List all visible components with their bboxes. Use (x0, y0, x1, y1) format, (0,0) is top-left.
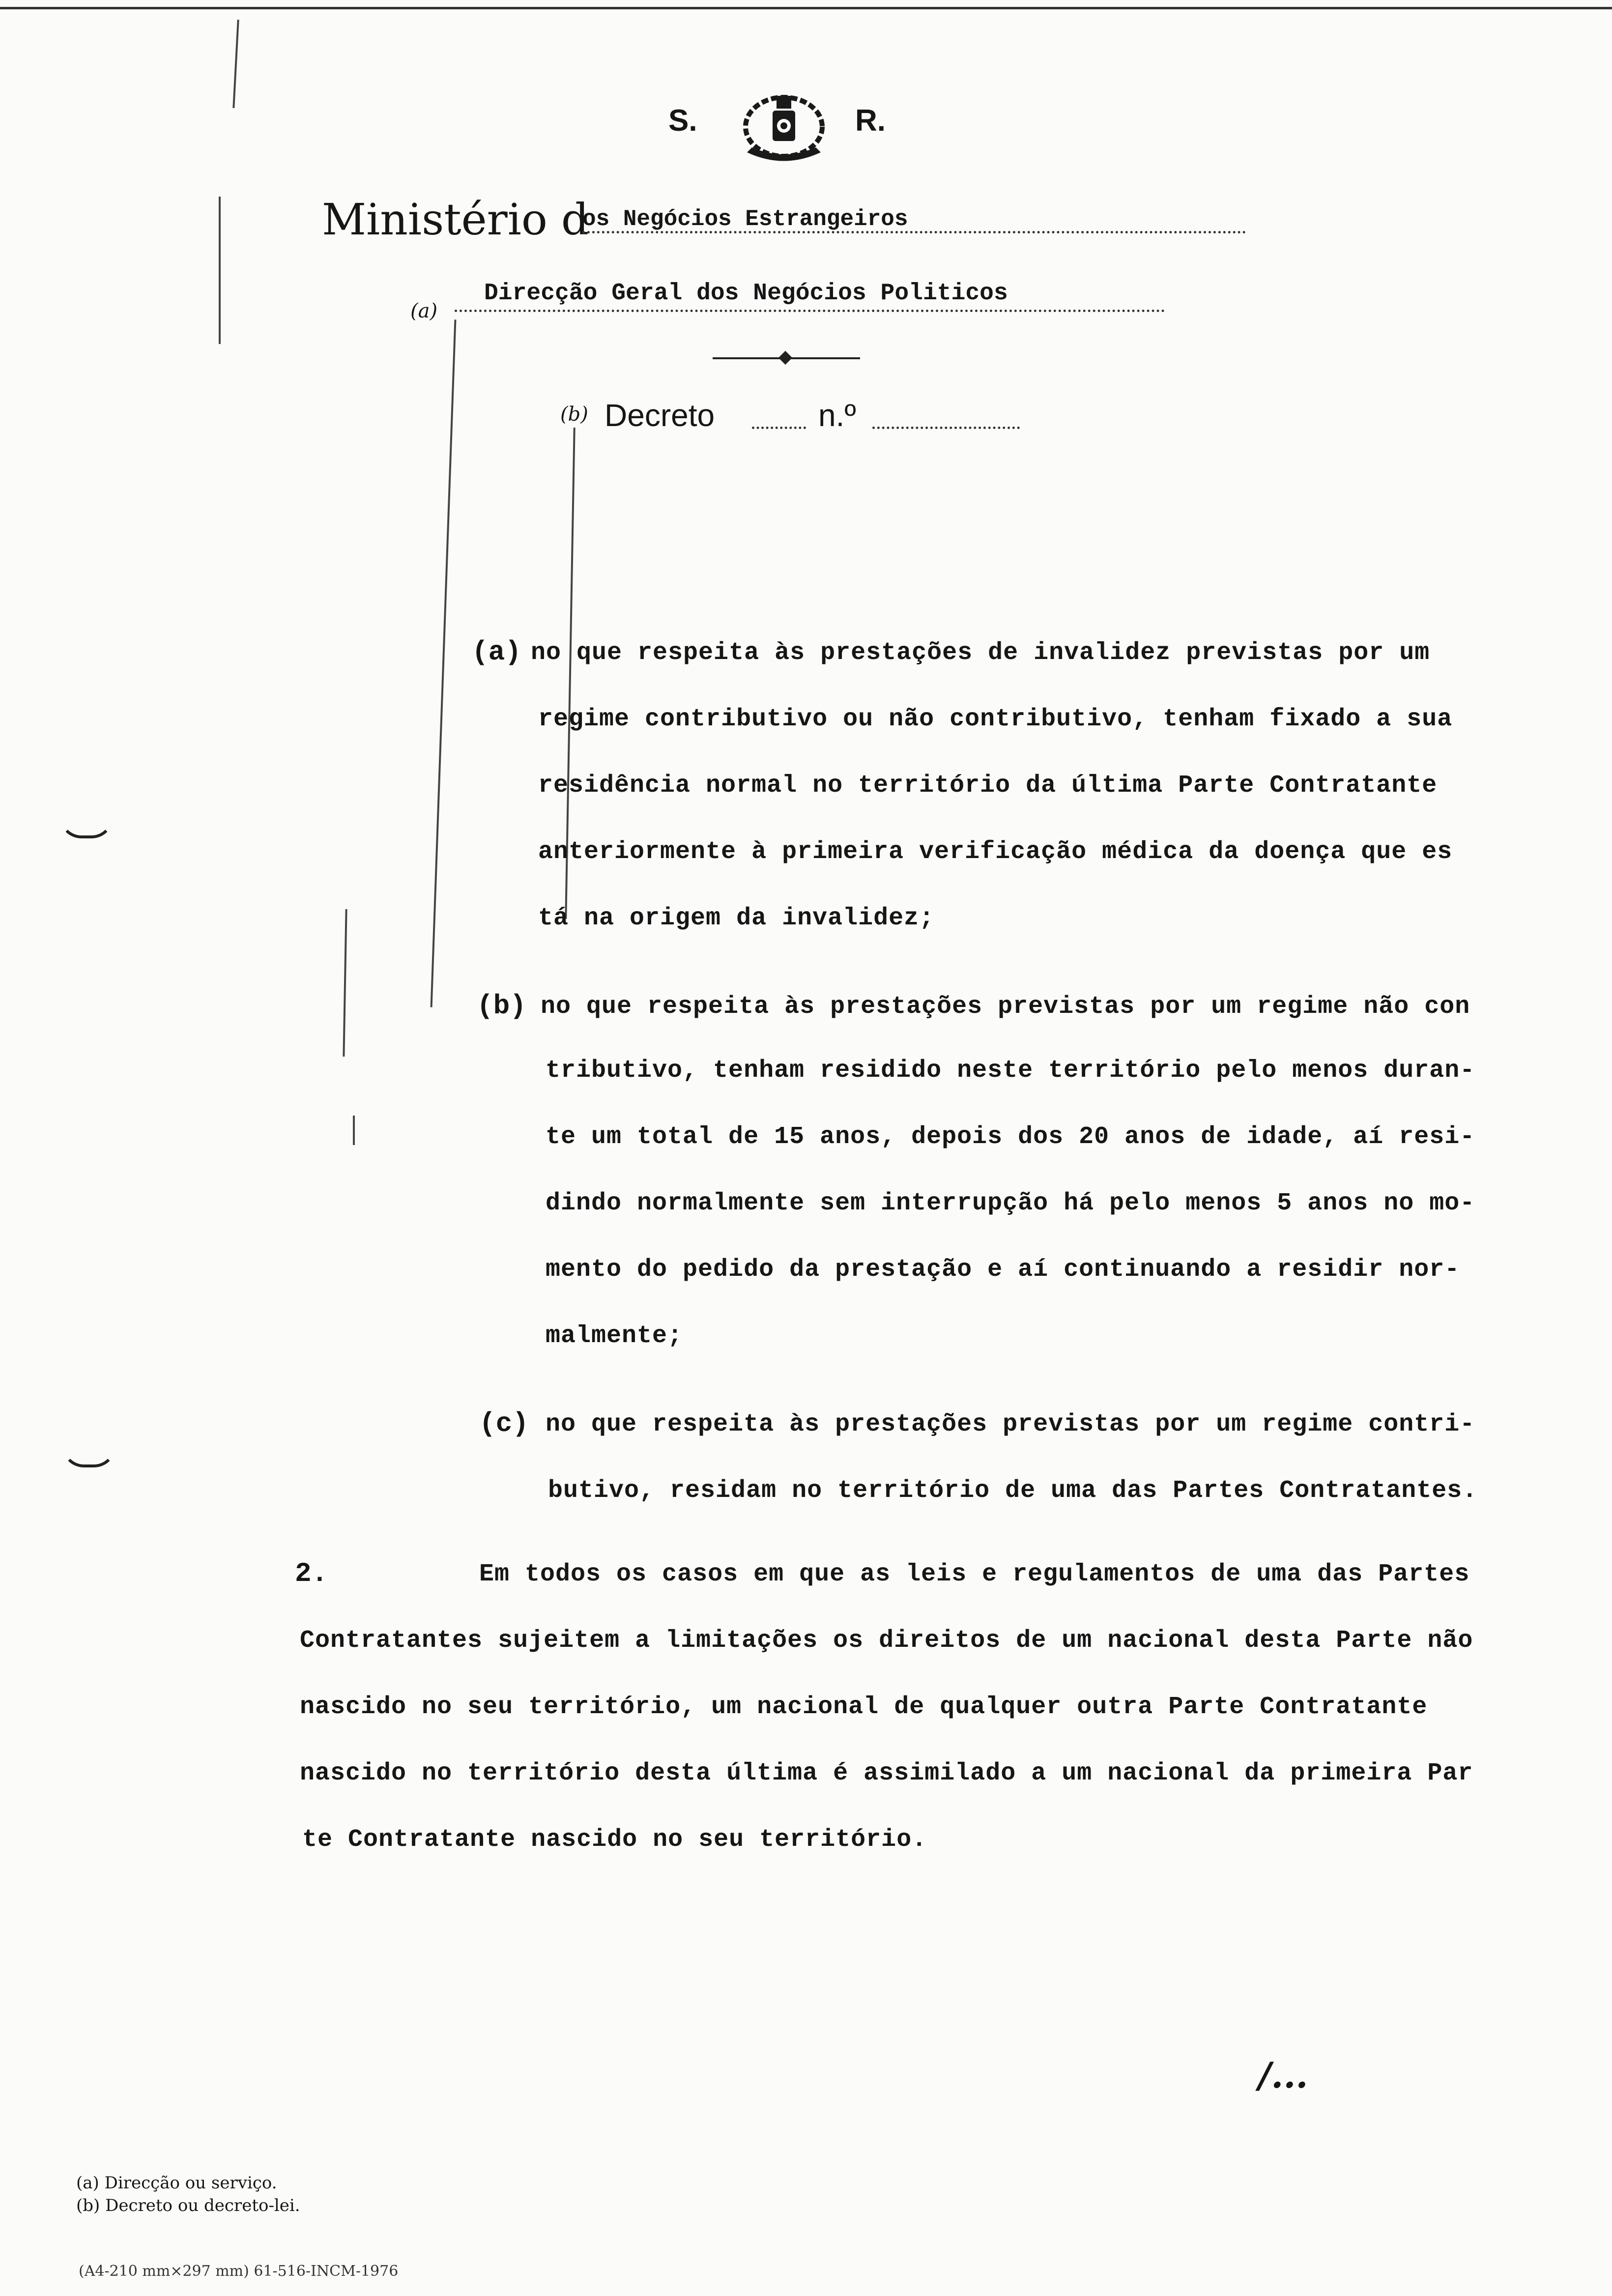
decree-dotted-line (752, 427, 806, 429)
scan-mark (219, 197, 221, 344)
paragraph-2-line: nascido no território desta última é assimilado a um nacional da primeira Par (300, 1759, 1473, 1787)
ministry-label: Ministério d (322, 194, 589, 245)
paragraph-2-line: Em todos os casos em que as leis e regulamentos de uma das Partes (479, 1560, 1470, 1588)
footnote-b: (b) Decreto ou decreto-lei. (76, 2196, 300, 2215)
decree-label: Decreto (604, 398, 715, 433)
item-b-line: malmente; (546, 1322, 683, 1350)
item-c-line: butivo, residam no território de uma das Partes Contratantes. (548, 1477, 1478, 1505)
ministry-name: os Negócios Estrangeiros (582, 206, 908, 232)
item-b-line: dindo normalmente sem interrupção há pelo menos 5 anos no mo- (546, 1189, 1475, 1217)
directorate-dotted-line (455, 310, 1165, 312)
scan-mark (353, 1116, 355, 1145)
item-b-line: no que respeita às prestações previstas por um regime não con (541, 993, 1470, 1021)
item-a-line: tá na origem da invalidez; (538, 904, 935, 932)
paragraph-2-line: nascido no seu território, um nacional de qualquer outra Parte Contratante (300, 1693, 1428, 1721)
decree-number-dotted-line (872, 427, 1020, 429)
coat-of-arms-icon (737, 84, 831, 167)
paragraph-2-number: 2. (295, 1558, 328, 1589)
item-b-line: te um total de 15 anos, depois dos 20 anos de idade, aí resi- (546, 1123, 1475, 1151)
item-b-marker: (b) (477, 990, 526, 1022)
scan-top-edge (0, 7, 1612, 9)
item-a-line: residência normal no território da última Parte Contratante (538, 772, 1438, 800)
item-a-marker: (a) (472, 636, 521, 668)
sr-right-label: R. (855, 104, 886, 138)
decree-number-label: n.º (818, 398, 856, 433)
scan-mark (59, 816, 114, 838)
item-c-marker: (c) (479, 1408, 529, 1439)
printer-line: (A4-210 mm×297 mm) 61-516-INCM-1976 (79, 2263, 399, 2280)
item-b-line: mento do pedido da prestação e aí continuando a residir nor- (546, 1256, 1460, 1284)
item-a-line: no que respeita às prestações de invalidez previstas por um (531, 639, 1430, 667)
item-a-line: regime contributivo ou não contributivo, tenham fixado a sua (538, 705, 1453, 733)
paragraph-2-line: te Contratante nascido no seu território. (302, 1826, 927, 1854)
directorate-name: Direcção Geral dos Negócios Politicos (484, 280, 1008, 307)
scan-mark (343, 909, 347, 1057)
scan-mark (232, 20, 239, 108)
item-a-line: anteriormente à primeira verificação médica da doença que es (538, 838, 1453, 866)
sr-left-label: S. (668, 104, 697, 138)
ministry-dotted-line (582, 231, 1246, 233)
item-b-line: tributivo, tenham residido neste território pelo menos duran- (546, 1057, 1475, 1085)
scan-mark (61, 1445, 116, 1467)
divider-diamond-icon (778, 351, 792, 365)
item-c-line: no que respeita às prestações previstas por um regime contri- (546, 1410, 1475, 1438)
decree-marker: (b) (560, 403, 588, 426)
directorate-marker: (a) (410, 300, 438, 322)
paragraph-2-line: Contratantes sujeitem a limitações os direitos de um nacional desta Parte não (300, 1627, 1473, 1655)
footnote-a: (a) Direcção ou serviço. (76, 2173, 277, 2193)
continuation-mark: /... (1258, 2054, 1308, 2096)
scan-mark (431, 319, 457, 1007)
